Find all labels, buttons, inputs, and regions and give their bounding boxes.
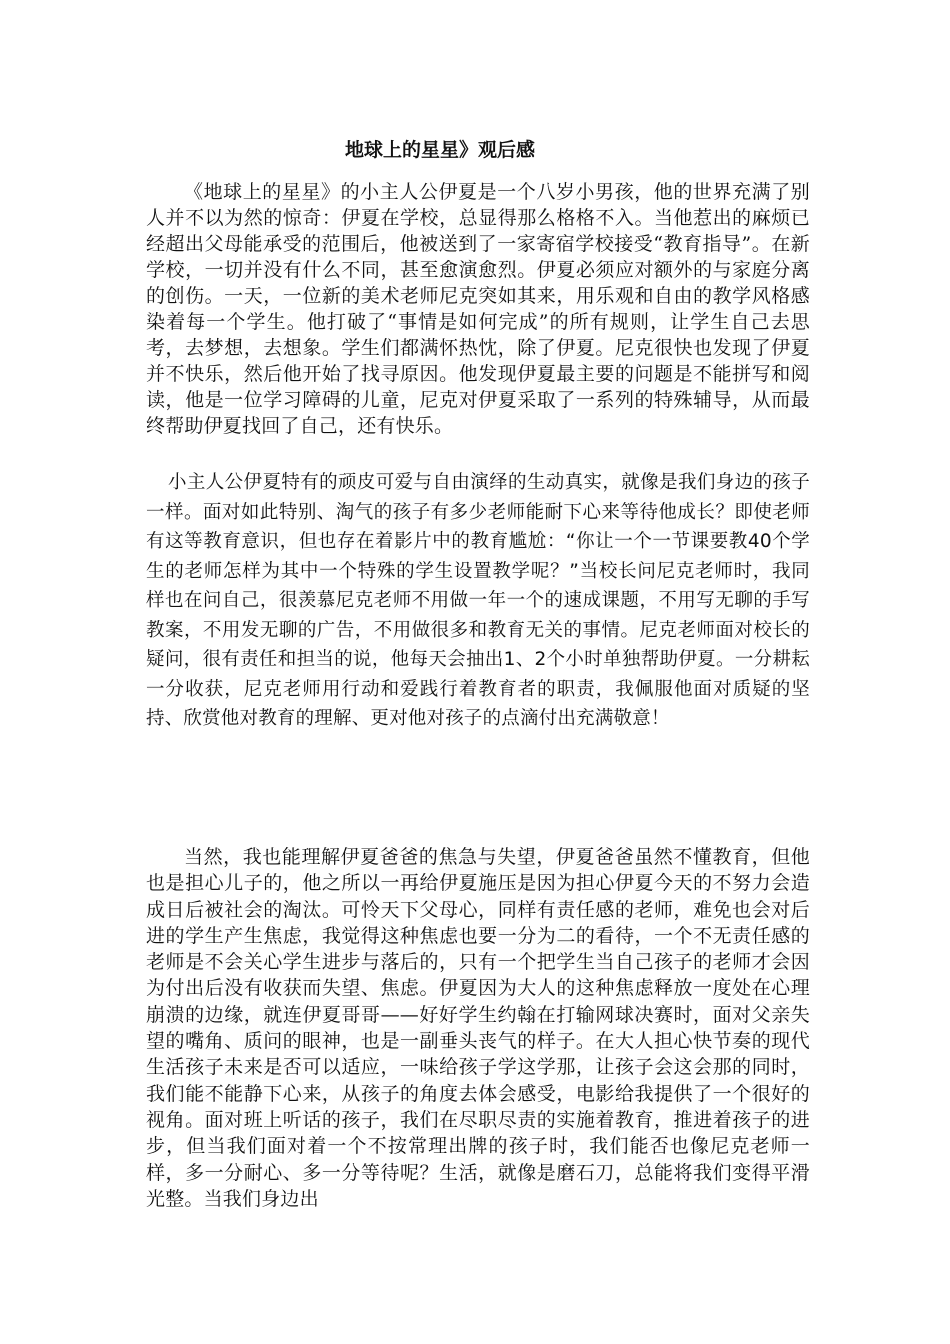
- paragraph-plot-summary: 《地球上的星星》的小主人公伊夏是一个八岁小男孩，他的世界充满了别人并不以为然的惊奇：伊夏在学校，总显得那么格格不入。当他惹出的麻烦已经超出父母能承受的范围后，他被送到了一家寄宿学校接受“教育指导”。在新学校，一切并没有什么不同，甚至愈演愈烈。伊夏必须应对额外的与家庭分离的创伤。一天，一位新的美术老师尼克突如其来，用乐观和自由的教学风格感染着每一个学生。他打破了“事情是如何完成”的所有规则，让学生自己去思考，去梦想，去想象。学生们都满怀热忱，除了伊夏。尼克很快也发现了伊夏并不快乐，然后他开始了找寻原因。他发现伊夏最主要的问题是不能拼写和阅读，他是一位学习障碍的儿童，尼克对伊夏采取了一系列的特殊辅导，从而最终帮助伊夏找回了自己，还有快乐。: [146, 181, 810, 437]
- paragraph-parent-reflection: 当然，我也能理解伊夏爸爸的焦急与失望，伊夏爸爸虽然不懂教育，但他也是担心儿子的，他之所以一再给伊夏施压是因为担心伊夏今天的不努力会造成日后被社会的淘汰。可怜天下父母心，同样有责任感的老师，难免也会对后进的学生产生焦虑，我觉得这种焦虑也要一分为二的看待，一个不无责任感的老师是不会关心学生进步与落后的，只有一个把学生当自己孩子的老师才会因为付出后没有收获而失望、焦虑。伊夏因为大人的这种焦虑释放一度处在心理崩溃的边缘，就连伊夏哥哥——好好学生约翰在打输网球决赛时，面对父亲失望的嘴角、质问的眼神，也是一副垂头丧气的样子。在大人担心快节奏的现代生活孩子未来是否可以适应，一味给孩子学这学那，让孩子会这会那的同时，我们能不能静下心来，从孩子的角度去体会感受，电影给我提供了一个很好的视角。面对班上听话的孩子，我们在尽职尽责的实施着教育，推进着孩子的进步，但当我们面对着一个不按常理出牌的孩子时，我们能否也像尼克老师一样，多一分耐心、多一分等待呢？生活，就像是磨石刀，总能将我们变得平滑光整。当我们身边出: [146, 846, 810, 1210]
- document-title: 地球上的星星》观后感: [344, 139, 535, 161]
- paragraph-teacher-reflection: 小主人公伊夏特有的顽皮可爱与自由演绎的生动真实，就像是我们身边的孩子一样。面对如此特别、淘气的孩子有多少老师能耐下心来等待他成长？即使老师有这等教育意识，但也存在着影片中的教育尴尬：“你让一个一节课要教40个学生的老师怎样为其中一个特殊的学生设置教学呢？”当校长问尼克老师时，我同样也在问自己，很羡慕尼克老师不用做一年一个的速成课题，不用写无聊的手写教案，不用发无聊的广告，不用做很多和教育无关的事情。尼克老师面对校长的疑问，很有责任和担当的说，他每天会抽出1、2个小时单独帮助伊夏。一分耕耘一分收获，尼克老师用行动和爱践行着教育者的职责，我佩服他面对质疑的坚持、欣赏他对教育的理解、更对他对孩子的点滴付出充满敬意！: [146, 472, 810, 729]
